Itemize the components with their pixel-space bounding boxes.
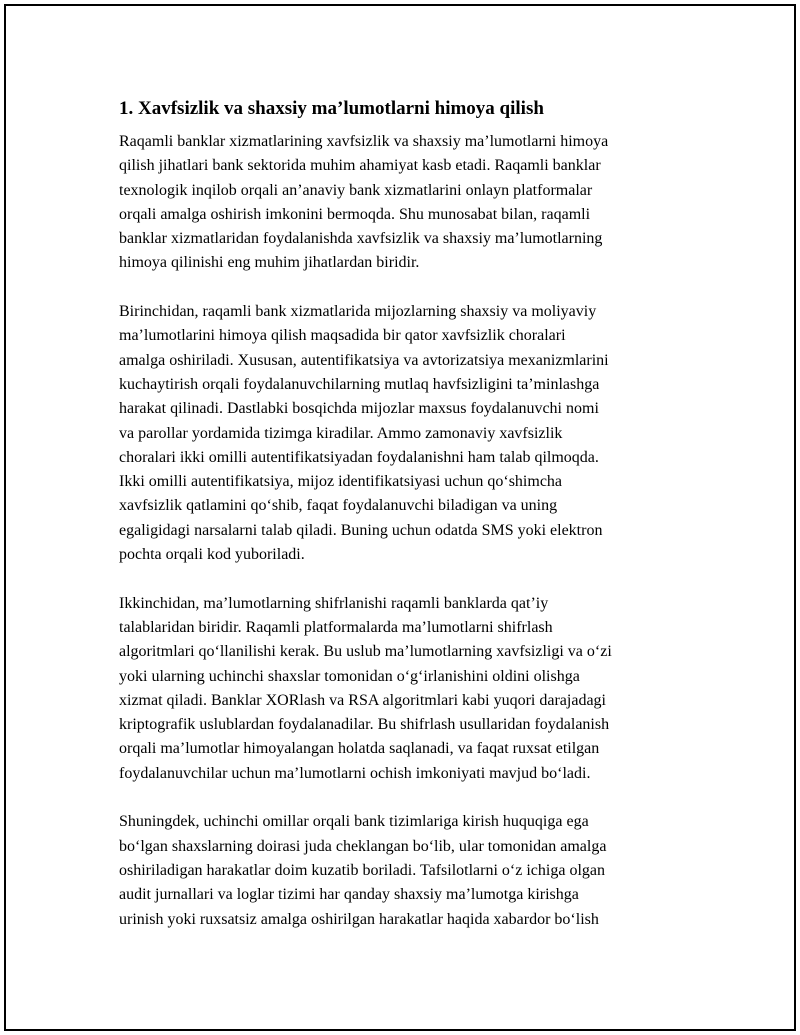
text-line: xizmat qiladi. Banklar XORlash va RSA algoritmlari kabi yuqori darajadagi [119, 691, 606, 709]
paragraph-4 [119, 810, 689, 931]
text-line: himoya qilinishi eng muhim jihatlardan biridir. [119, 254, 420, 272]
text-line: yoki ularning uchinchi shaxslar tomonidan o‘g‘irlanishini oldini olishga [119, 667, 580, 685]
text-line: bo‘lgan shaxslarning doirasi juda cheklangan bo‘lib, ular tomonidan amalga [119, 837, 607, 855]
text-line: ma’lumotlarini himoya qilish maqsadida bir qator xavfsizlik choralari [119, 327, 566, 345]
text-line: audit jurnallari va loglar tizimi har qanday shaxsiy ma’lumotga kirishga [119, 886, 579, 904]
text-line: egaligidagi narsalarni talab qiladi. Buning uchun odatda SMS yoki elektron [119, 521, 603, 539]
text-line: algoritmlari qo‘llanilishi kerak. Bu uslub ma’lumotlarning xavfsizligi va o‘zi [119, 643, 612, 661]
text-line: xavfsizlik qatlamini qo‘shib, faqat foydalanuvchi biladigan va uning [119, 497, 558, 515]
text-line: pochta orqali kod yuboriladi. [119, 546, 305, 564]
section-heading: 1. Xavfsizlik va shaxsiy ma’lumotlarni himoya qilish [119, 98, 544, 119]
paragraph-3 [119, 592, 689, 786]
paragraph-1 [119, 130, 689, 276]
text-line: urinish yoki ruxsatsiz amalga oshirilgan harakatlar haqida xabardor bo‘lish [119, 910, 599, 928]
text-line: va parollar yordamida tizimga kiradilar. Ammo zamonaviy xavfsizlik [119, 424, 563, 442]
text-line: choralari ikki omilli autentifikatsiyadan foydalanishni ham talab qilmoqda. [119, 448, 599, 466]
text-line: Birinchidan, raqamli bank xizmatlarida mijozlarning shaxsiy va moliyaviy [119, 303, 597, 321]
text-line: orqali amalga oshirish imkonini bermoqda. Shu munosabat bilan, raqamli [119, 205, 591, 223]
text-line: Shuningdek, uchinchi omillar orqali bank tizimlariga kirish huquqiga ega [119, 813, 589, 831]
text-line: banklar xizmatlaridan foydalanishda xavfsizlik va shaxsiy ma’lumotlarning [119, 230, 603, 248]
page-frame [4, 4, 796, 1031]
text-line: Raqamli banklar xizmatlarining xavfsizlik va shaxsiy ma’lumotlarni himoya [119, 133, 609, 150]
text-line: texnologik inqilob orqali an’anaviy bank xizmatlarini onlayn platformalar [119, 181, 593, 199]
text-line: qilish jihatlari bank sektorida muhim ahamiyat kasb etadi. Raqamli banklar [119, 157, 601, 175]
text-line: amalga oshiriladi. Xususan, autentifikatsiya va avtorizatsiya mexanizmlarini [119, 351, 609, 369]
text-line: Ikkinchidan, ma’lumotlarning shifrlanishi raqamli banklarda qat’iy [119, 594, 549, 612]
text-line: Ikki omilli autentifikatsiya, mijoz identifikatsiyasi uchun qo‘shimcha [119, 473, 563, 491]
text-line: foydalanuvchilar uchun ma’lumotlarni ochish imkoniyati mavjud bo‘ladi. [119, 764, 591, 782]
document-body [119, 96, 689, 956]
text-line: oshiriladigan harakatlar doim kuzatib boriladi. Tafsilotlarni o‘z ichiga olgan [119, 861, 605, 879]
paragraph-2 [119, 300, 689, 567]
text-line: kriptografik uslublardan foydalanadilar. Bu shifrlash usullaridan foydalanish [119, 716, 610, 734]
text-line: orqali ma’lumotlar himoyalangan holatda saqlanadi, va faqat ruxsat etilgan [119, 740, 600, 758]
text-line: kuchaytirish orqali foydalanuvchilarning mutlaq havfsizligini ta’minlashga [119, 375, 600, 393]
text-line: talablaridan biridir. Raqamli platformalarda ma’lumotlarni shifrlash [119, 618, 553, 636]
text-line: harakat qilinadi. Dastlabki bosqichda mijozlar maxsus foydalanuvchi nomi [119, 400, 599, 418]
